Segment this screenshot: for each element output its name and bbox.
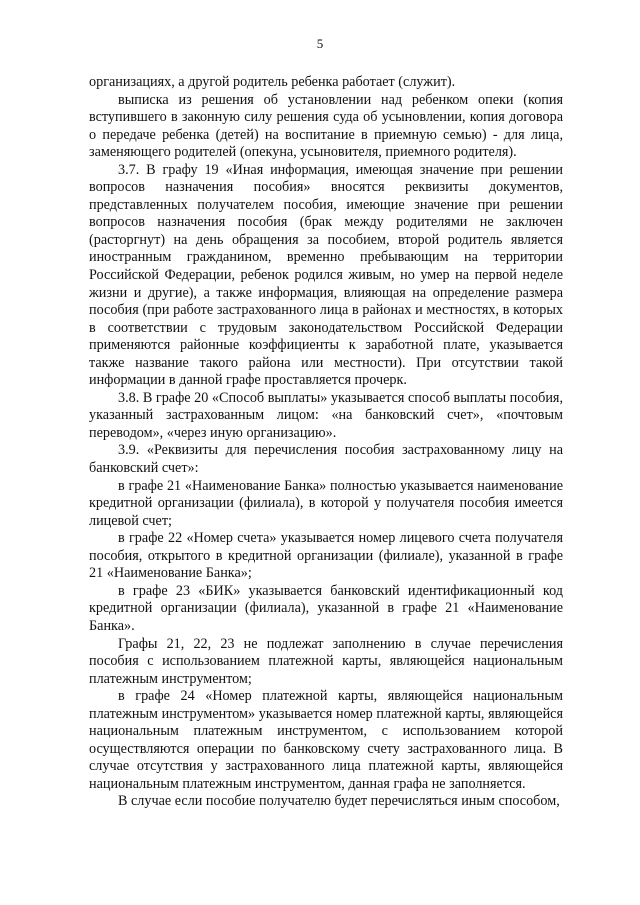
paragraph-3-8: 3.8. В графе 20 «Способ выплаты» указывается способ выплаты пособия, указанный застрахованным лицом: «на банковский счет», «почтовым переводом», «через иную организацию». bbox=[89, 389, 563, 441]
paragraph-field-24: в графе 24 «Номер платежной карты, являющейся национальным платежным инструментом» указывается номер платежной карты, являющейся национальным платежным инструментом, с использованием которой осуществляются операции по банковскому счету застрахованного лица. В случае отсутствия у застрахованного лица платежной карты, являющейся национальным платежным инструментом, данная графа не заполняется. bbox=[89, 688, 563, 792]
paragraph-field-21: в графе 21 «Наименование Банка» полностью указывается наименование кредитной организации (филиала), в которой у получателя пособия имеется лицевой счет; bbox=[89, 477, 563, 529]
paragraph-fields-21-23-note: Графы 21, 22, 23 не подлежат заполнению в случае перечисления пособия с использованием платежной карты, являющейся национальным платежным инструментом; bbox=[89, 635, 563, 687]
paragraph-3-7: 3.7. В графу 19 «Иная информация, имеющая значение при решении вопросов назначения пособия» вносятся реквизиты документов, представленных получателем пособия, имеющие значение при решении вопросов назначения пособия (брак между родителями не заключен (расторгнут) на день обращения за пособием, второй родитель является иностранным гражданином, временно пребывающим на территории Российской Федерации, ребенок родился живым, но умер на первой неделе жизни и другие), а также информация, влияющая на определение размера пособия (при работе застрахованного лица в районах и местностях, в которых в соответствии с трудовым законодательством Российской Федерации применяются районные коэффициенты к заработной плате, указывается также название такого района или местности). При отсутствии такой информации в данной графе проставляется прочерк. bbox=[89, 161, 563, 389]
page-number: 5 bbox=[316, 36, 324, 51]
paragraph-other-method: В случае если пособие получателю будет перечисляться иным способом, bbox=[118, 793, 560, 810]
paragraph-continuation: организациях, а другой родитель ребенка работает (служит). bbox=[89, 74, 456, 90]
paragraph-guardianship-extract: выписка из решения об установлении над ребенком опеки (копия вступившего в законную силу решения суда об усыновлении, копия договора о передаче ребенка (детей) на воспитание в приемную семью) - для лица, заменяющего родителей (опекуна, усыновителя, приемного родителя). bbox=[89, 91, 563, 161]
paragraph-3-9: 3.9. «Реквизиты для перечисления пособия застрахованному лицу на банковский счет»: bbox=[89, 442, 563, 477]
paragraph-field-23: в графе 23 «БИК» указывается банковский идентификационный код кредитной организации (филиала), указанной в графе 21 «Наименование Банка». bbox=[89, 582, 563, 634]
paragraph-field-22: в графе 22 «Номер счета» указывается номер лицевого счета получателя пособия, открытого в кредитной организации (филиале), указанной в графе 21 «Наименование Банка»; bbox=[89, 530, 563, 582]
page-body bbox=[89, 74, 563, 811]
